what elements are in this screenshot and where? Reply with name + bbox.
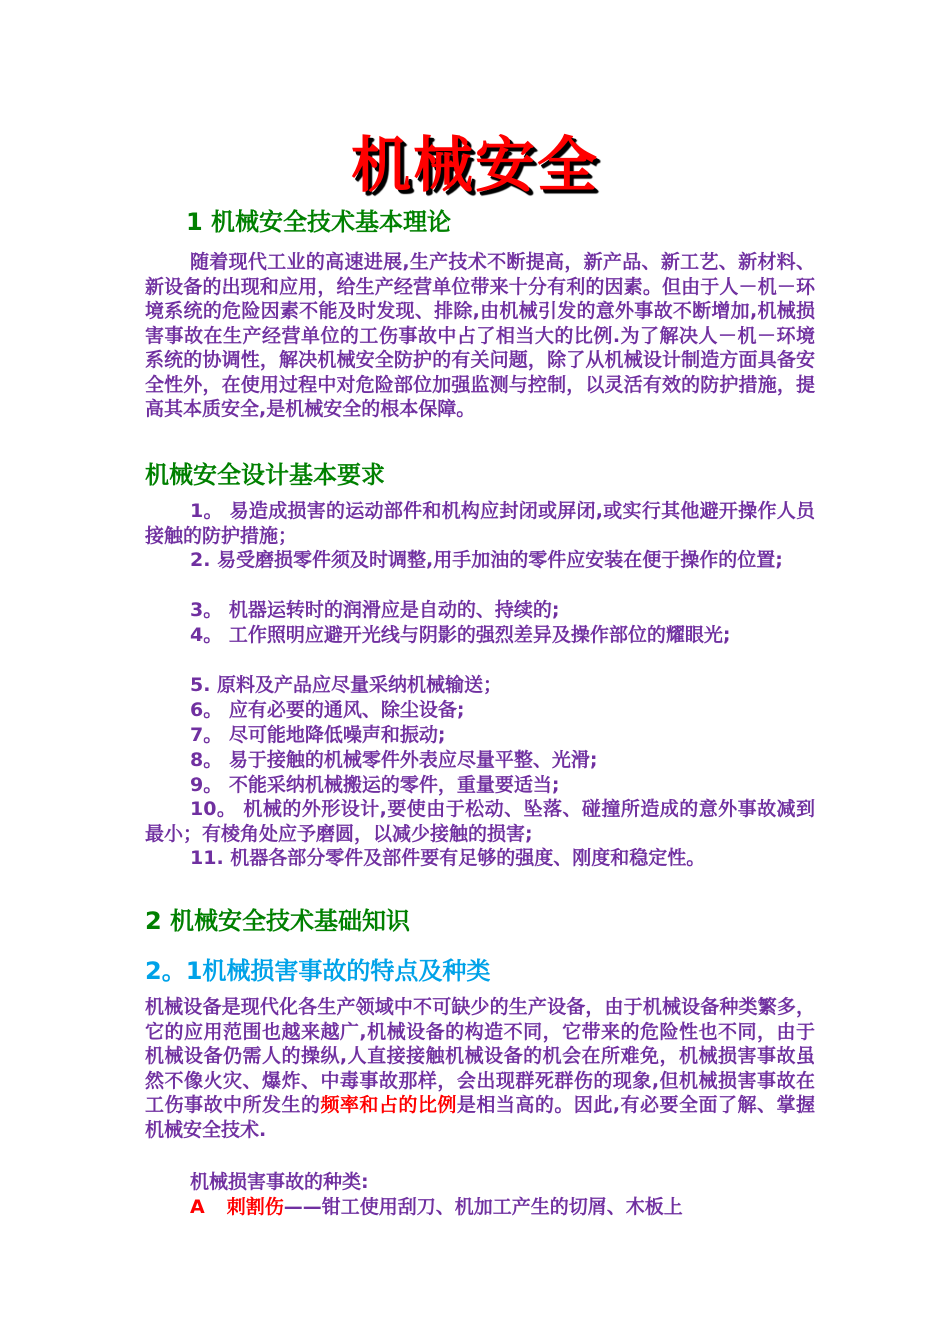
document-title: 机械安全 xyxy=(351,131,599,201)
requirement-item-4: 4。 工作照明应避开光线与阴影的强烈差异及操作部位的耀眼光; xyxy=(190,624,731,646)
requirement-item-7: 7。 尽可能地降低噪声和振动; xyxy=(190,724,446,746)
highlight-frequency-ratio: 频率和占的比例 xyxy=(320,1094,457,1116)
requirement-item-1: 1。 易造成损害的运动部件和机构应封闭或屏闭,或实行其他避开操作人员接触的防护措施； xyxy=(145,500,815,547)
design-requirements-heading: 机械安全设计基本要求 xyxy=(145,461,385,489)
requirement-item-9: 9。 不能采纳机械搬运的零件，重量要适当; xyxy=(190,774,560,796)
requirement-item-3: 3。 机器运转时的润滑应是自动的、持续的; xyxy=(190,599,560,621)
section2-1-paragraph xyxy=(145,995,815,1142)
section2-1-heading: 2。1机械损害事故的特点及种类 xyxy=(145,957,491,985)
section1-paragraph: 随着现代工业的高速进展,生产技术不断提高，新产品、新工艺、新材料、新设备的出现和应用，给生产经营单位带来十分有利的因素。但由于人－机－环境系统的危险因素不能及时发现、排除,由机械引发的意外事故不断增加,机械损害事故在生产经营单位的工伤事故中占了相当大的比例.为了解决人－机－环境系统的协调性，解决机械安全防护的有关问题，除了从机械设计制造方面具备安全性外，在使用过程中对危险部位加强监测与控制，以灵活有效的防护措施，提高其本质安全,是机械安全的根本保障。 xyxy=(145,251,815,420)
accident-type-a xyxy=(190,1195,683,1220)
type-a-letter: A xyxy=(190,1196,205,1218)
paragraph-text-end: 是相当高的。因此,有必要全面了解、掌握机械安全技术. xyxy=(145,1094,815,1141)
accident-types-intro: 机械损害事故的种类: xyxy=(190,1171,369,1193)
type-a-name: 刺割伤 xyxy=(226,1196,284,1218)
requirement-item-2: 2. 易受磨损零件须及时调整,用手加油的零件应安装在便于操作的位置; xyxy=(190,549,783,571)
paragraph-text-start: 机械设备是现代化各生产领域中不可缺少的生产设备，由于机械设备种类繁多，它的应用范围也越来越广,机械设备的构造不同，它带来的危险性也不同，由于机械设备仍需人的操纵,人直接接触机械设备的机会在所难免，机械损害事故虽然不像火灾、爆炸、中毒事故那样，会出现群死群伤的现象,但机械损害事故在工伤事故中所发生的 xyxy=(145,996,815,1116)
requirement-item-5: 5. 原料及产品应尽量采纳机械输送； xyxy=(190,674,503,696)
requirement-item-11: 11. 机器各部分零件及部件要有足够的强度、刚度和稳定性。 xyxy=(190,847,706,869)
section1-heading: 1 机械安全技术基本理论 xyxy=(186,208,452,236)
type-a-description: ——钳工使用刮刀、机加工产生的切屑、木板上 xyxy=(283,1196,683,1218)
requirement-item-6: 6。 应有必要的通风、除尘设备; xyxy=(190,699,465,721)
section2-heading: 2 机械安全技术基础知识 xyxy=(145,907,411,935)
requirement-item-8: 8。 易于接触的机械零件外表应尽量平整、光滑; xyxy=(190,749,598,771)
requirement-item-10: 10。 机械的外形设计,要使由于松动、坠落、碰撞所造成的意外事故减到最小；有棱角处应予磨圆，以减少接触的损害; xyxy=(145,798,815,845)
